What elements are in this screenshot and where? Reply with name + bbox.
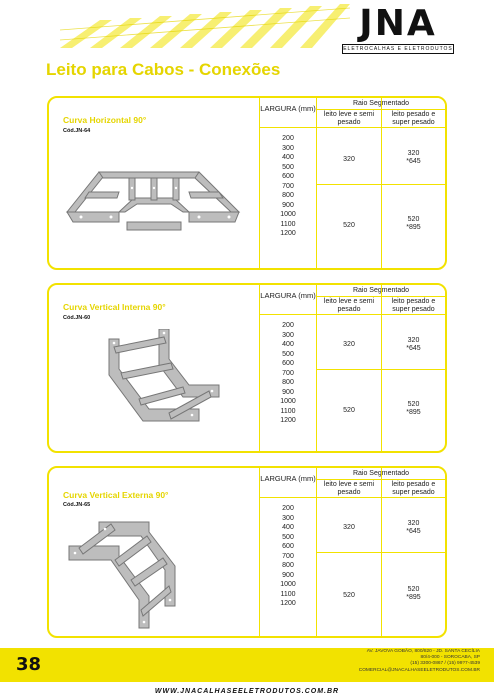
row-divider xyxy=(382,184,445,185)
light-column xyxy=(317,468,382,636)
heavy-value-1: 320 *645 xyxy=(406,337,421,352)
address-line: 80/4-000 - SOROCABA, SP xyxy=(420,655,480,661)
light-value-1: 320 xyxy=(343,524,355,531)
light-column xyxy=(317,98,382,268)
product-panel-curva-vertical-interna xyxy=(47,283,447,453)
light-value-2: 520 xyxy=(343,222,355,229)
row-divider xyxy=(317,369,381,370)
dimensions-table xyxy=(259,285,445,451)
product-code: Cód.JN-64 xyxy=(63,128,91,134)
curva-vertical-externa-illustration xyxy=(59,516,249,638)
light-value-1: 320 xyxy=(343,341,355,348)
curva-vertical-interna-illustration xyxy=(59,329,249,453)
page-number: 38 xyxy=(16,654,42,675)
heavy-header: leito pesado e super pesado xyxy=(382,480,445,498)
width-header: LARGURA (mm) xyxy=(260,468,316,498)
logo-tagline: ELETROCALHAS E ELETRODUTOS xyxy=(343,46,453,52)
heavy-value-2: 520 *895 xyxy=(406,216,421,231)
heavy-value-1: 320 *645 xyxy=(406,150,421,165)
dimensions-table xyxy=(259,468,445,636)
width-header: LARGURA (mm) xyxy=(260,98,316,128)
logo-name: JNA xyxy=(359,3,437,44)
row-divider xyxy=(317,552,381,553)
light-value-1: 320 xyxy=(343,156,355,163)
width-column xyxy=(260,98,317,268)
product-title: Curva Vertical Externa 90° xyxy=(63,490,169,500)
width-values: 200 300 400 500 600 700 800 900 1000 1100 1200 xyxy=(280,505,296,607)
raio-header: Raio Segmentado xyxy=(317,98,445,110)
width-header: LARGURA (mm) xyxy=(260,285,316,315)
light-value-2: 520 xyxy=(343,407,355,414)
heavy-column xyxy=(382,468,445,636)
product-panel-curva-vertical-externa xyxy=(47,466,447,638)
heavy-value-1: 320 *645 xyxy=(406,520,421,535)
product-code: Cód.JN-65 xyxy=(63,502,91,508)
raio-header: Raio Segmentado xyxy=(317,468,445,480)
light-header: leito leve e semi pesado xyxy=(317,480,381,498)
product-title: Curva Vertical Interna 90° xyxy=(63,302,166,312)
address-line: COMERCIAL@JNACALHASEELETRODUTOS.COM.BR xyxy=(358,667,480,673)
width-values: 200 300 400 500 600 700 800 900 1000 1100 1200 xyxy=(280,322,296,424)
width-values: 200 300 400 500 600 700 800 900 1000 1100 1200 xyxy=(280,135,296,237)
dimensions-table xyxy=(259,98,445,268)
row-divider xyxy=(382,552,445,553)
header-pattern xyxy=(60,0,350,48)
curva-horizontal-illustration xyxy=(59,142,249,257)
light-header: leito leve e semi pesado xyxy=(317,110,381,128)
heavy-header: leito pesado e super pesado xyxy=(382,297,445,315)
heavy-value-2: 520 *895 xyxy=(406,401,421,416)
light-header: leito leve e semi pesado xyxy=(317,297,381,315)
heavy-header: leito pesado e super pesado xyxy=(382,110,445,128)
row-divider xyxy=(317,184,381,185)
raio-header: Raio Segmentado xyxy=(317,285,445,297)
width-column xyxy=(260,285,317,451)
company-address xyxy=(240,648,480,674)
heavy-column xyxy=(382,98,445,268)
product-panel-curva-horizontal xyxy=(47,96,447,270)
light-column xyxy=(317,285,382,451)
heavy-value-2: 520 *895 xyxy=(406,586,421,601)
company-logo xyxy=(342,3,454,52)
website-link[interactable]: WWW.JNACALHASEELETRODUTOS.COM.BR xyxy=(154,688,340,695)
product-code: Cód.JN-60 xyxy=(63,315,91,321)
address-line: AV. JAVOVA GOBÃO, 800/820 - JD. SANTA CECÍLIA xyxy=(366,649,480,654)
light-value-2: 520 xyxy=(343,592,355,599)
row-divider xyxy=(382,369,445,370)
address-line: (15) 3300-0867 / (15) 99?7-4539 xyxy=(410,661,480,667)
page-title: Leito para Cabos - Conexões xyxy=(46,60,281,79)
product-title: Curva Horizontal 90° xyxy=(63,115,147,125)
width-column xyxy=(260,468,317,636)
heavy-column xyxy=(382,285,445,451)
